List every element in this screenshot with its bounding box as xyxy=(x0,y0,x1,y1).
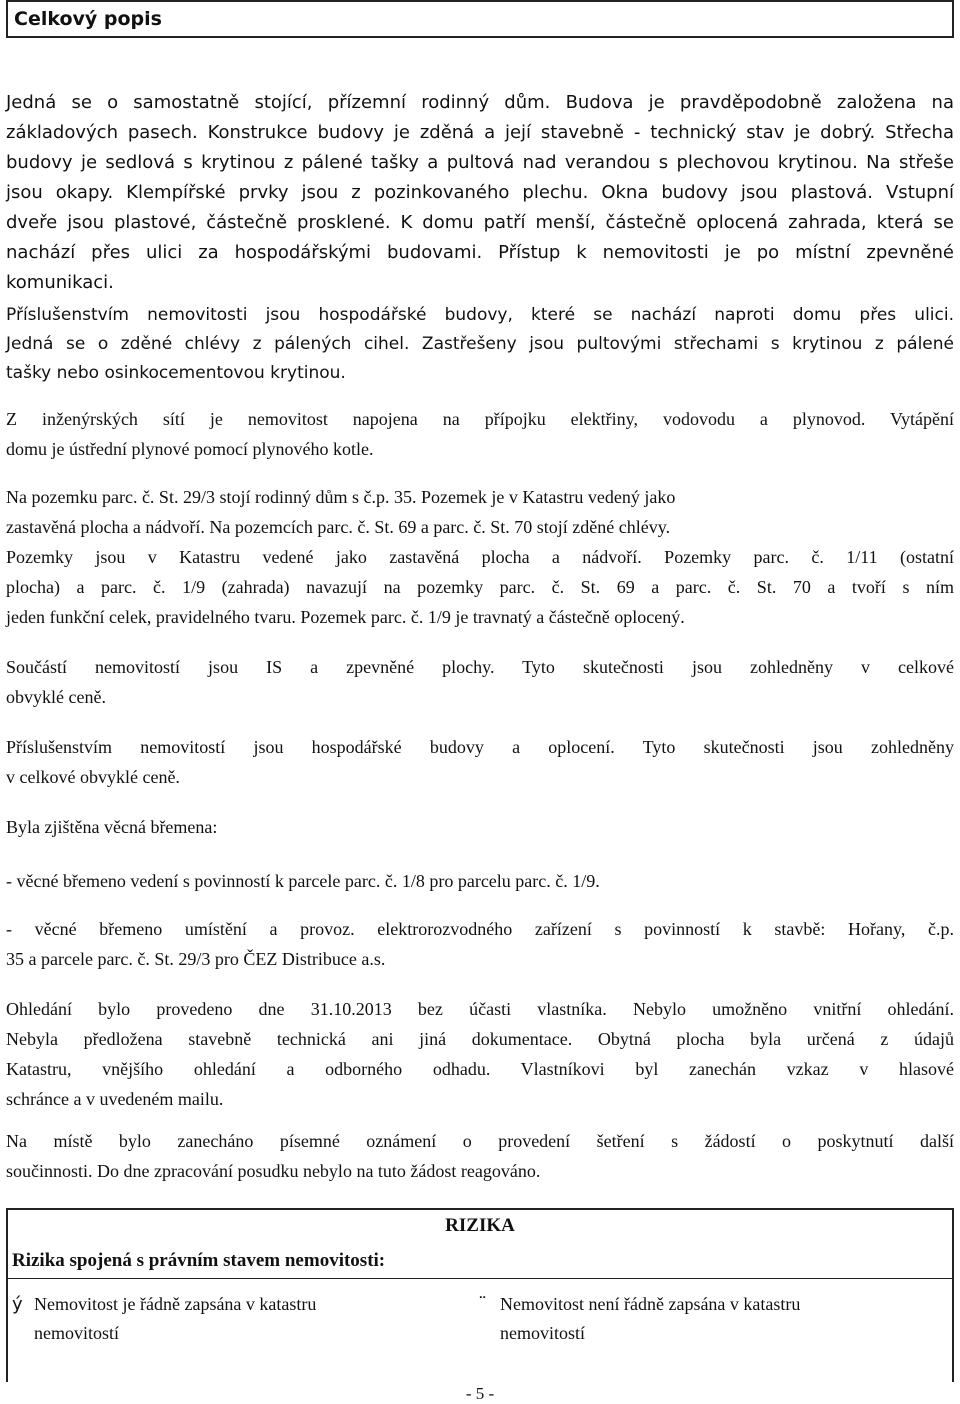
section-header-box xyxy=(6,0,954,38)
paragraph-inspection xyxy=(6,994,954,1114)
text-line: Na pozemku parc. č. St. 29/3 stojí rodinný dům s č.p. 35. Pozemek je v Katastru vedený jako xyxy=(6,487,676,507)
section-title: Celkový popis xyxy=(14,8,162,30)
text-line: Příslušenstvím nemovitostí jsou hospodářské budovy a oplocení. Tyto skutečnosti jsou zohledněny xyxy=(6,737,954,757)
text-line: Z inženýrských sítí je nemovitost napojena na přípojku elektřiny, vodovodu a plynovod. Vytápění xyxy=(6,409,954,429)
paragraph-easements-heading xyxy=(6,812,954,842)
risks-title: RIZIKA xyxy=(445,1215,515,1236)
text-line: budovy je sedlová s krytinou z pálené tašky a pultová nad verandou s plechovou krytinou. Na střeše xyxy=(6,152,954,173)
text-line: 35 a parcele parc. č. St. 29/3 pro ČEZ Distribuce a.s. xyxy=(6,949,386,969)
risk-option-registered xyxy=(12,1290,452,1348)
text-line: schránce a v uvedeném mailu. xyxy=(6,1089,224,1109)
paragraph-accessories xyxy=(6,732,954,792)
checkbox-empty-icon: ¨ xyxy=(478,1294,487,1315)
text-line: Příslušenstvím nemovitosti jsou hospodářské budovy, které se nachází naproti domu přes ulici. xyxy=(6,305,954,325)
text-line: - věcné břemeno umístění a provoz. elektrorozvodného zařízení s povinností k stavbě: Hořany, č.p. xyxy=(6,919,954,939)
text-line: zastavěná plocha a nádvoří. Na pozemcích parc. č. St. 69 a parc. č. St. 70 stojí zděné chlévy. xyxy=(6,517,671,537)
text-line: domu je ústřední plynové pomocí plynového kotle. xyxy=(6,439,374,459)
text-line: základových pasech. Konstrukce budovy je zděná a její stavebně - technický stav je dobrý. Střecha xyxy=(6,122,954,143)
paragraph-outbuildings xyxy=(6,301,954,388)
paragraph-easement-1 xyxy=(6,866,954,896)
paragraph-parcels xyxy=(6,482,954,632)
paragraph-building-description xyxy=(6,88,954,298)
risk-option-label-cont: nemovitostí xyxy=(500,1323,585,1343)
risk-option-not-registered xyxy=(478,1290,948,1348)
paragraph-components xyxy=(6,652,954,712)
text-line: Pozemky jsou v Katastru vedené jako zastavěná plocha a nádvoří. Pozemky parc. č. 1/11 (ostatní xyxy=(6,547,954,567)
risk-option-label-cont: nemovitostí xyxy=(34,1323,119,1343)
text-line: Jedná se o samostatně stojící, přízemní rodinný dům. Budova je pravděpodobně založena na xyxy=(6,92,954,113)
text-line: Na místě bylo zanecháno písemné oznámení o provedení šetření s žádostí o poskytnutí další xyxy=(6,1131,954,1151)
text-line: komunikaci. xyxy=(6,272,114,293)
text-line: dveře jsou plastové, částečně prosklené. K domu patří menší, částečně oplocená zahrada, která se xyxy=(6,212,954,233)
text-line: Ohledání bylo provedeno dne 31.10.2013 bez účasti vlastníka. Nebylo umožněno vnitřní ohledání. xyxy=(6,999,954,1019)
risk-option-label: Nemovitost není řádně zapsána v katastru xyxy=(500,1294,801,1314)
text-line: součinnosti. Do dne zpracování posudku nebylo na tuto žádost reagováno. xyxy=(6,1161,541,1181)
text-line: jsou okapy. Klempířské prvky jsou z pozinkovaného plechu. Okna budovy jsou plastová. Vstupní xyxy=(6,182,954,203)
checkbox-checked-icon: ý xyxy=(12,1294,23,1315)
text-line: v celkové obvyklé ceně. xyxy=(6,767,180,787)
risk-option-label: Nemovitost je řádně zapsána v katastru xyxy=(34,1294,317,1314)
text-line: nachází přes ulici za hospodářskými budovami. Přístup k nemovitosti je po místní zpevněné xyxy=(6,242,954,263)
risks-divider xyxy=(8,1278,952,1279)
text-line: Součástí nemovitostí jsou IS a zpevněné plochy. Tyto skutečnosti jsou zohledněny v celkové xyxy=(6,657,954,677)
text-line: Katastru, vnějšího ohledání a odborného odhadu. Vlastníkovi byl zanechán vzkaz v hlasové xyxy=(6,1059,954,1079)
text-line: - věcné břemeno vedení s povinností k parcele parc. č. 1/8 pro parcelu parc. č. 1/9. xyxy=(6,871,600,891)
text-line: Jedná se o zděné chlévy z pálených cihel. Zastřešeny jsou pultovými střechami s krytinou z pálené xyxy=(6,334,954,354)
paragraph-notice xyxy=(6,1126,954,1186)
text-line: Nebyla předložena stavebně technická ani jiná dokumentace. Obytná plocha byla určená z údajů xyxy=(6,1029,954,1049)
text-line: Byla zjištěna věcná břemena: xyxy=(6,817,218,837)
text-line: plocha) a parc. č. 1/9 (zahrada) navazují na pozemky parc. č. St. 69 a parc. č. St. 70 a tvoří s ním xyxy=(6,577,954,597)
risks-box xyxy=(6,1208,954,1382)
text-line: tašky nebo osinkocementovou krytinou. xyxy=(6,363,346,383)
text-line: obvyklé ceně. xyxy=(6,687,106,707)
risks-subtitle: Rizika spojená s právním stavem nemovitosti: xyxy=(12,1250,386,1271)
text-line: jeden funkční celek, pravidelného tvaru. Pozemek parc. č. 1/9 je travnatý a částečně oplocený. xyxy=(6,607,685,627)
page-number: - 5 - xyxy=(465,1384,495,1403)
paragraph-utilities xyxy=(6,404,954,464)
paragraph-easement-2 xyxy=(6,914,954,974)
